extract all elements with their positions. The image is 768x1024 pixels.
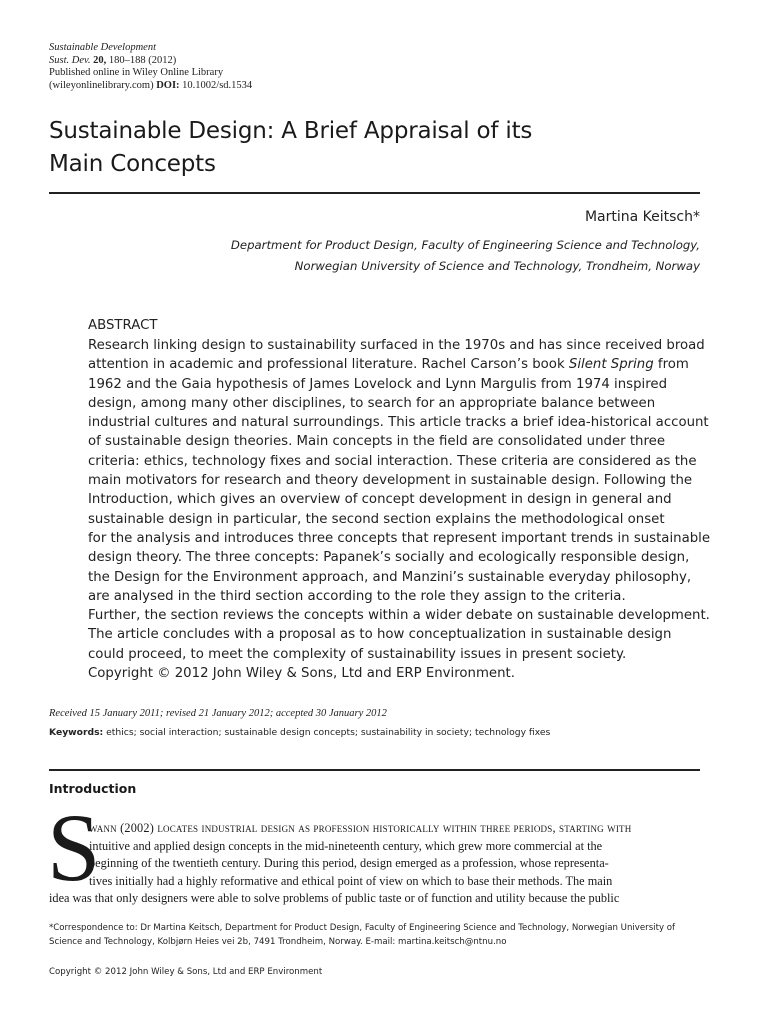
citation-journal: Sust. Dev.: [49, 54, 91, 66]
abstract-line: Further, the section reviews the concepts within a wider debate on sustainable development.: [88, 608, 710, 624]
received-dates: Received 15 January 2011; revised 21 January 2012; accepted 30 January 2012: [49, 708, 387, 719]
title-line: Main Concepts: [49, 151, 216, 177]
author-name: Martina Keitsch*: [584, 209, 700, 225]
journal-name: Sustainable Development: [49, 42, 157, 53]
keywords-text: ethics; social interaction; sustainable design concepts; sustainability in society; technology fixes: [106, 727, 551, 738]
published-line: Published online in Wiley Online Library: [49, 67, 224, 78]
site-link[interactable]: (wileyonlinelibrary.com): [49, 79, 154, 91]
intro-line: beginning of the twentieth century. During this period, design emerged as a profession, whose representa-: [89, 856, 609, 871]
footnote-line: *Correspondence to: Dr Martina Keitsch, Department for Product Design, Faculty of Engineering Science and Technology, Norwegian University of: [49, 923, 676, 933]
affiliation-line: Department for Product Design, Faculty of Engineering Science and Technology,: [230, 238, 700, 252]
drop-cap: S: [47, 794, 101, 901]
intro-line: wann (2002) locates industrial design as profession historically within three periods, starting with: [89, 821, 632, 835]
abstract-body: [88, 336, 711, 683]
abstract-line: the Design for the Environment approach, and Manzini’s sustainable everyday philosophy,: [88, 569, 692, 585]
journal-header: [49, 42, 449, 92]
correspondence-footnote: [49, 922, 704, 949]
citation-line: [49, 55, 449, 68]
abstract-line: Research linking design to sustainability surfaced in the 1970s and has since received broad: [88, 338, 705, 353]
title-line: Sustainable Design: A Brief Appraisal of its: [49, 118, 533, 144]
abstract-line: of sustainable design theories. Main concepts in the field are consolidated under three: [88, 434, 666, 450]
section-rule: [49, 769, 700, 771]
citation-pages: 180–188 (2012): [108, 54, 177, 66]
citation-volume: 20,: [93, 54, 107, 66]
keywords-line: [49, 727, 550, 738]
abstract-line: Copyright © 2012 John Wiley & Sons, Ltd and ERP Environment.: [88, 666, 515, 682]
abstract-lines: [88, 375, 711, 684]
abstract-line: design, among many other disciplines, to search for an appropriate balance between: [88, 395, 656, 411]
abstract-line: 1962 and the Gaia hypothesis of James Lovelock and Lynn Margulis from 1974 inspired: [88, 376, 668, 392]
abstract-line-text: attention in academic and professional literature. Rachel Carson’s book: [88, 357, 565, 373]
footnote-line: Science and Technology, Kolbjørn Heies vei 2b, 7491 Trondheim, Norway. E-mail: martina.keitsch@ntnu.no: [49, 936, 507, 947]
doi-link[interactable]: 10.1002/sd.1534: [182, 79, 253, 91]
abstract-line: design theory. The three concepts: Papanek’s socially and ecologically responsible design,: [88, 550, 690, 566]
abstract-line: sustainable design in particular, the second section explains the methodological onset: [88, 511, 665, 527]
affiliation-line: Norwegian University of Science and Technology, Trondheim, Norway: [294, 259, 700, 273]
abstract-heading: ABSTRACT: [88, 318, 158, 333]
abstract-line: are analysed in the third section according to the role they assign to the criteria.: [88, 588, 626, 604]
author-affiliation: [231, 235, 700, 277]
title-rule: [49, 192, 700, 194]
intro-line: idea was that only designers were able to solve problems of public taste or of function and utility because the public: [49, 891, 620, 906]
abstract-line: [88, 355, 700, 374]
abstract-line: Introduction, which gives an overview of concept development in design in general and: [88, 492, 672, 508]
abstract-line-text: from: [657, 357, 689, 373]
abstract-line: main motivators for research and theory development in sustainable design. Following the: [88, 473, 693, 489]
doi-label: DOI:: [156, 79, 180, 91]
intro-line: tives initially had a highly reformative and ethical point of view on which to base their methods. The main: [89, 873, 613, 888]
intro-line: intuitive and applied design concepts in the mid-nineteenth century, which grew more commercial at the: [89, 838, 603, 853]
keywords-label: Keywords:: [49, 727, 104, 738]
introduction-heading: Introduction: [49, 781, 137, 796]
book-title: Silent Spring: [568, 357, 654, 373]
abstract-line: The article concludes with a proposal as to how conceptualization in sustainable design: [88, 627, 672, 643]
abstract-line: industrial cultures and natural surroundings. This article tracks a brief idea-historical account: [88, 415, 709, 431]
article-title: [49, 115, 709, 181]
abstract-line: for the analysis and introduces three concepts that represent important trends in sustainable: [88, 530, 711, 546]
abstract-line: criteria: ethics, technology fixes and social interaction. These criteria are considered as the: [88, 453, 697, 469]
abstract-line: could proceed, to meet the complexity of sustainability issues in present society.: [88, 646, 627, 662]
copyright-notice: Copyright © 2012 John Wiley & Sons, Ltd and ERP Environment: [49, 967, 323, 977]
doi-line: [49, 80, 449, 93]
